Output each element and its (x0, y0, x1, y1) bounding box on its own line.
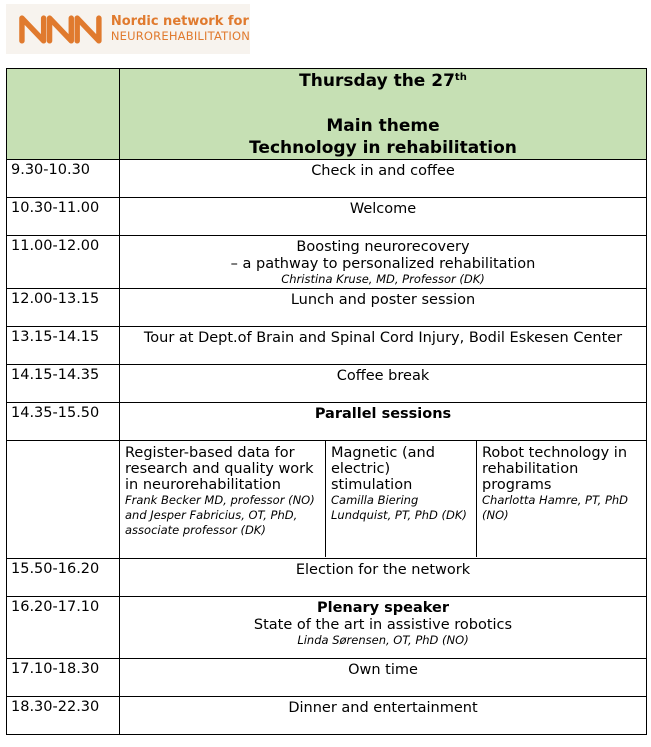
parallel-session (120, 441, 325, 557)
parallel-session-speaker: Frank Becker MD, professor (NO) and Jesper Fabricius, OT, PhD, associate professor (DK) (125, 493, 315, 537)
parallel-sessions-row (7, 441, 647, 559)
logo (6, 4, 250, 54)
session-cell: Election for the network (120, 559, 647, 597)
session-cell: Welcome (120, 198, 647, 236)
session-subtitle: – a pathway to personalized rehabilitation (230, 256, 536, 272)
parallel-session-title: Register-based data for research and quality work in neurorehabilitation (125, 445, 314, 493)
parallel-session-speaker: Camilla Biering Lundquist, PT, PhD (DK) (331, 493, 467, 522)
session-cell: Lunch and poster session (120, 289, 647, 327)
table-row (7, 160, 647, 198)
parallel-session-title: Robot technology in rehabilitation programs (482, 445, 628, 493)
time-cell: 14.35-15.50 (7, 403, 120, 441)
table-row (7, 659, 647, 697)
main-theme: Technology in rehabilitation (249, 138, 517, 158)
parallel-session-speaker: Charlotta Hamre, PT, PhD (NO) (482, 493, 629, 522)
table-row (7, 198, 647, 236)
parallel-session (476, 441, 646, 557)
table-row (7, 365, 647, 403)
time-cell: 15.50-16.20 (7, 559, 120, 597)
session-cell: Check in and coffee (120, 160, 647, 198)
table-row (7, 403, 647, 441)
table-row (7, 327, 647, 365)
header-time-cell (7, 69, 120, 160)
time-cell: 12.00-13.15 (7, 289, 120, 327)
session-title: Boosting neurorecovery (296, 239, 470, 255)
table-row (7, 236, 647, 289)
logo-line-1: Nordic network for (110, 14, 249, 29)
session-cell: Own time (120, 659, 647, 697)
time-cell: 13.15-14.15 (7, 327, 120, 365)
session-cell: Parallel sessions (120, 403, 647, 441)
speaker: Christina Kruse, MD, Professor (DK) (281, 272, 485, 286)
time-cell: 18.30-22.30 (7, 697, 120, 735)
schedule-table (6, 68, 647, 735)
main-theme-label: Main theme (326, 116, 440, 136)
nnn-logo-icon (18, 14, 103, 44)
table-row (7, 597, 647, 659)
header-row (7, 69, 647, 160)
time-cell: 17.10-18.30 (7, 659, 120, 697)
session-subtitle: State of the art in assistive robotics (253, 617, 513, 633)
parallel-session-title: Magnetic (and electric) stimulation (331, 445, 435, 493)
parallel-session (325, 441, 476, 557)
header-cell (120, 69, 647, 160)
table-row (7, 559, 647, 597)
time-cell: 14.15-14.35 (7, 365, 120, 403)
parallel-sessions-cell (120, 441, 647, 559)
time-cell: 11.00-12.00 (7, 236, 120, 289)
session-title: Plenary speaker (316, 600, 450, 616)
speaker: Linda Sørensen, OT, PhD (NO) (297, 633, 469, 647)
logo-text (111, 14, 250, 44)
session-cell: Coffee break (120, 365, 647, 403)
logo-line-2: NEUROREHABILITATION (110, 29, 250, 43)
time-cell: 9.30-10.30 (7, 160, 120, 198)
empty-time-cell (7, 441, 120, 559)
table-row (7, 697, 647, 735)
time-cell: 10.30-11.00 (7, 198, 120, 236)
time-cell: 16.20-17.10 (7, 597, 120, 659)
session-cell (120, 236, 647, 289)
day-title: Thursday the 27th (299, 71, 467, 91)
session-cell (120, 597, 647, 659)
session-cell: Dinner and entertainment (120, 697, 647, 735)
session-cell: Tour at Dept.of Brain and Spinal Cord Injury, Bodil Eskesen Center (120, 327, 647, 365)
table-row (7, 289, 647, 327)
parallel-sessions (120, 441, 646, 557)
